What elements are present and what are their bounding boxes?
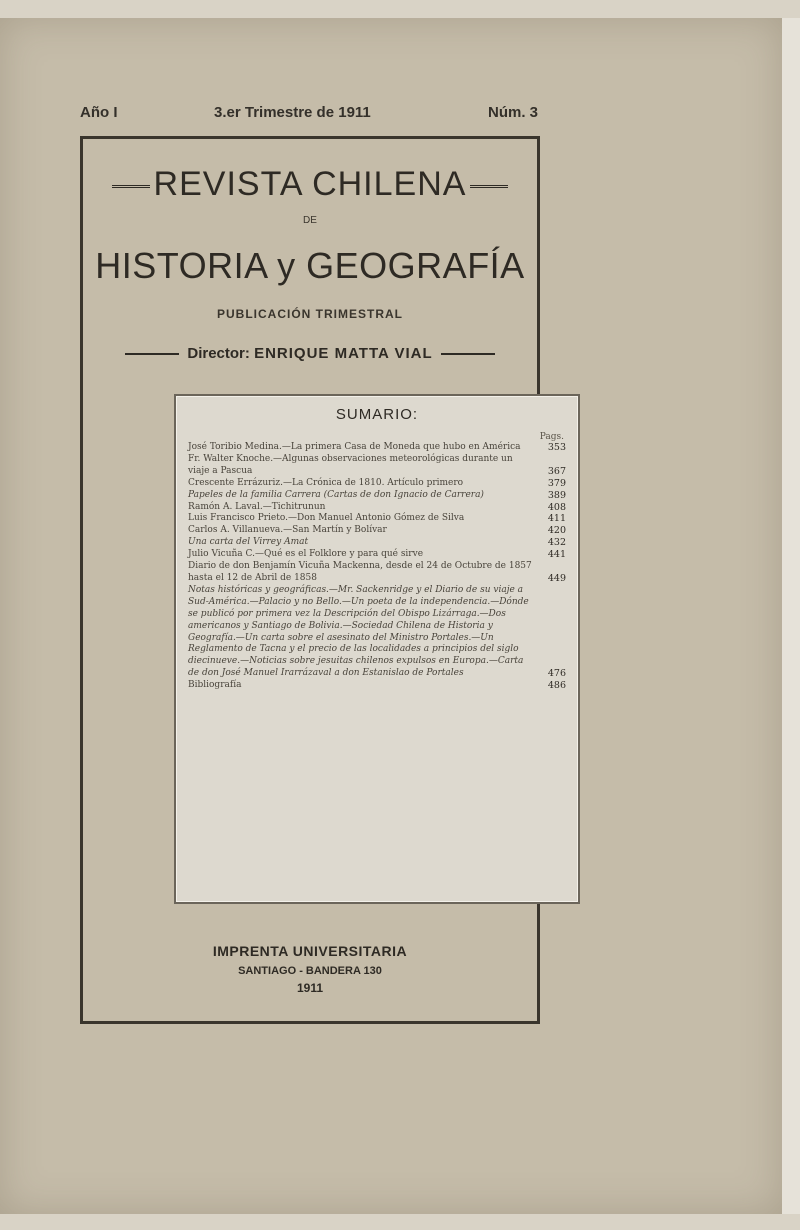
printer-city: SANTIAGO - BANDERA 130 — [238, 965, 382, 977]
header-row — [80, 104, 540, 126]
imprint — [83, 943, 537, 995]
publication-frequency: PUBLICACIÓN TRIMESTRAL — [217, 307, 403, 321]
toc-entry — [188, 585, 566, 680]
toc-entry — [188, 525, 566, 537]
toc-entry-text: Carlos A. Villanueva.—San Martín y Bolívar — [188, 525, 387, 536]
director-line — [83, 345, 537, 362]
page-edge — [782, 18, 800, 1214]
toc-entry-text: Crescente Errázuriz.—La Crónica de 1810. Artículo primero — [188, 477, 464, 488]
toc-entry-page: 449 — [547, 572, 566, 584]
toc-entry-page: 432 — [547, 537, 566, 549]
table-of-contents — [188, 442, 566, 692]
toc-entry-text: Bibliografía — [188, 680, 242, 691]
toc-entry-text: Diario de don Benjamín Vicuña Mackenna, desde el 24 de Octubre de 1857 hasta el 12 de Abril de 1858 — [188, 561, 532, 583]
toc-entry — [188, 490, 566, 502]
toc-entry — [188, 502, 566, 514]
toc-entry — [188, 442, 566, 454]
toc-entry-text: Ramón A. Laval.—Tichitrunun — [188, 501, 326, 512]
title-line-1 — [83, 165, 537, 204]
toc-entry-page: 486 — [547, 680, 566, 692]
toc-entry-page: 389 — [547, 489, 566, 501]
printing-year: 1911 — [296, 981, 324, 995]
toc-entry-page: 353 — [547, 442, 566, 453]
toc-entry-text: Julio Vicuña C.—Qué es el Folklore y para qué sirve — [188, 549, 424, 560]
title-de: DE — [303, 215, 317, 226]
toc-entry — [188, 549, 566, 561]
toc-entry-page: 411 — [547, 513, 566, 525]
toc-entry-page: 408 — [547, 501, 566, 513]
toc-entry-text: Una carta del Virrey Amat — [188, 537, 309, 548]
director-rule-left — [125, 353, 179, 355]
toc-entry-text: Papeles de la familia Carrera (Cartas de don Ignacio de Carrera) — [188, 489, 484, 500]
summary-label — [174, 394, 580, 904]
title-revista-chilena: REVISTA CHILENA — [153, 165, 467, 203]
toc-entry — [188, 454, 566, 478]
director-label: Director: — [187, 345, 250, 362]
toc-entry-text: José Toribio Medina.—La primera Casa de Moneda que hubo en América — [188, 442, 521, 452]
quarter-label: 3.er Trimestre de 1911 — [214, 104, 371, 121]
toc-entry-page: 441 — [547, 549, 566, 561]
title-dash-right — [470, 185, 508, 188]
toc-entry — [188, 513, 566, 525]
pages-column-label: Pags. — [539, 432, 564, 442]
printer-name: IMPRENTA UNIVERSITARIA — [212, 943, 408, 959]
toc-entry-page: 420 — [547, 525, 566, 537]
director-name: ENRIQUE MATTA VIAL — [254, 345, 433, 362]
title-dash-left — [112, 185, 150, 188]
toc-entry — [188, 537, 566, 549]
toc-entry — [188, 680, 566, 692]
toc-entry-text: Luis Francisco Prieto.—Don Manuel Antonio Gómez de Silva — [188, 513, 465, 524]
title-historia-geografia: HISTORIA y GEOGRAFÍA — [95, 245, 525, 286]
toc-entry-page: 379 — [547, 477, 566, 489]
toc-entry-text: Fr. Walter Knoche.—Algunas observaciones meteorológicas durante un viaje a Pascua — [188, 453, 513, 476]
toc-entry-page: 476 — [547, 668, 566, 680]
toc-entry-text: Notas históricas y geográficas.—Mr. Sackenridge y el Diario de su viaje a Sud-América.—Palacio y no Bello.—Un poeta de la independencia.—Dónde se publicó por primera vez la Descripción del Obispo Lizárraga.—Dos americanos y Santiago de Bolivia.—Sociedad Chilena de Historia y Geografía.—Un carta sobre el asesinato del Ministro Portales.—Un Reglamento de Tacna y el precio de las localidades a principios del siglo diecinueve.—Noticias sobre jesuitas chilenos expulsos en Europa.—Carta de don José Manuel Irarrázaval a don Estanislao de Portales — [188, 584, 529, 679]
toc-entry — [188, 561, 566, 585]
toc-entry-page: 367 — [547, 465, 566, 477]
toc-entry — [188, 478, 566, 490]
volume-year: Año I — [80, 104, 118, 121]
issue-number: Núm. 3 — [487, 104, 538, 121]
summary-title: SUMARIO: — [335, 406, 419, 423]
director-rule-right — [441, 353, 495, 355]
